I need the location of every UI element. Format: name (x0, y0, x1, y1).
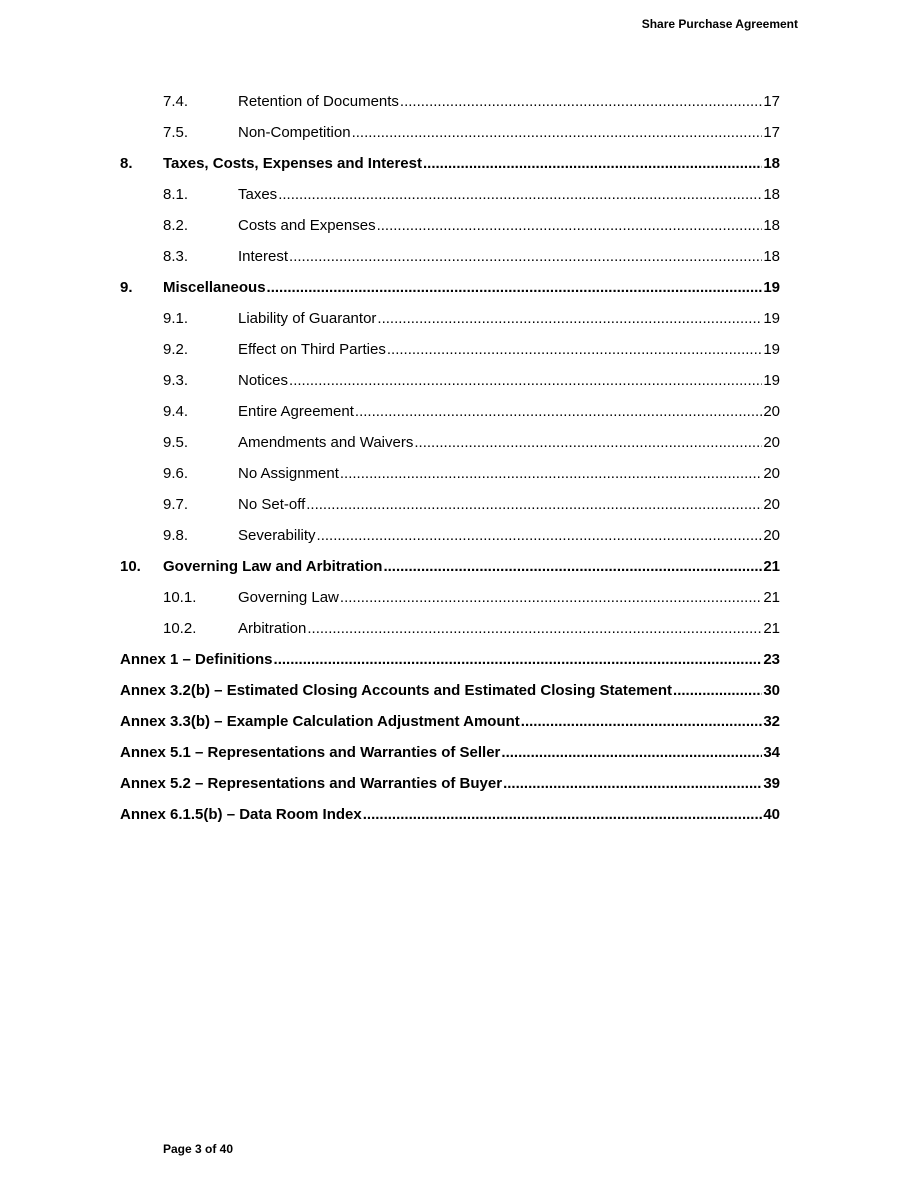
toc-entry-page: 18 (763, 217, 780, 234)
dot-leader (340, 582, 762, 613)
toc-entry-title: No Assignment (238, 465, 339, 482)
toc-entry-title: Arbitration (238, 620, 307, 637)
dot-leader (377, 210, 763, 241)
toc-entry-number: 9.6. (163, 465, 189, 482)
dot-leader (423, 148, 762, 179)
toc-entry-title: Non-Competition (238, 124, 351, 141)
toc-entry-title: No Set-off (238, 496, 306, 513)
toc-entry-number: 8.2. (163, 217, 189, 234)
toc-entry-9-8[interactable] (120, 520, 780, 551)
toc-entry-9-7[interactable] (120, 489, 780, 520)
dot-leader (317, 520, 763, 551)
toc-entry-9[interactable] (120, 272, 780, 303)
toc-entry-number: 8.1. (163, 186, 189, 203)
dot-leader (278, 179, 762, 210)
toc-entry-title: Annex 3.3(b) – Example Calculation Adjustment Amount (120, 713, 520, 730)
table-of-contents (120, 86, 780, 830)
dot-leader (340, 458, 762, 489)
toc-entry-number: 9.4. (163, 403, 189, 420)
toc-entry-title: Entire Agreement (238, 403, 354, 420)
toc-entry-page: 21 (763, 589, 780, 606)
toc-entry-page: 32 (763, 713, 780, 730)
toc-entry-9-1[interactable] (120, 303, 780, 334)
toc-entry-number: 10.1. (163, 589, 197, 606)
toc-entry-page: 20 (763, 434, 780, 451)
dot-leader (352, 117, 763, 148)
dot-leader (355, 396, 762, 427)
dot-leader (387, 334, 762, 365)
toc-entry-page: 17 (763, 93, 780, 110)
toc-entry-page: 19 (763, 279, 780, 296)
toc-entry-title: Liability of Guarantor (238, 310, 377, 327)
dot-leader (267, 272, 763, 303)
toc-entry-title: Notices (238, 372, 289, 389)
toc-entry-title: Annex 3.2(b) – Estimated Closing Accounts and Estimated Closing Statement (120, 682, 673, 699)
toc-entry-page: 30 (763, 682, 780, 699)
toc-entry-9-3[interactable] (120, 365, 780, 396)
toc-entry-page: 17 (763, 124, 780, 141)
toc-entry-number: 8. (120, 155, 133, 172)
toc-entry-page: 21 (763, 620, 780, 637)
toc-entry-annex-1[interactable] (120, 644, 780, 675)
toc-entry-number: 9.7. (163, 496, 189, 513)
toc-entry-page: 40 (763, 806, 780, 823)
toc-entry-8-1[interactable] (120, 179, 780, 210)
toc-entry-page: 23 (763, 651, 780, 668)
toc-entry-number: 9. (120, 279, 133, 296)
toc-entry-title: Interest (238, 248, 289, 265)
dot-leader (306, 489, 762, 520)
toc-entry-8-2[interactable] (120, 210, 780, 241)
toc-entry-8-3[interactable] (120, 241, 780, 272)
toc-entry-page: 19 (763, 341, 780, 358)
toc-entry-10[interactable] (120, 551, 780, 582)
dot-leader (307, 613, 762, 644)
toc-entry-title: Annex 5.1 – Representations and Warranties of Seller (120, 744, 501, 761)
dot-leader (673, 675, 762, 706)
toc-entry-title: Annex 5.2 – Representations and Warranties of Buyer (120, 775, 503, 792)
toc-entry-page: 20 (763, 465, 780, 482)
toc-entry-number: 9.2. (163, 341, 189, 358)
toc-entry-title: Miscellaneous (163, 279, 266, 296)
toc-entry-title: Governing Law (238, 589, 339, 606)
toc-entry-page: 39 (763, 775, 780, 792)
toc-entry-9-6[interactable] (120, 458, 780, 489)
toc-entry-page: 18 (763, 248, 780, 265)
toc-entry-title: Taxes, Costs, Expenses and Interest (163, 155, 422, 172)
dot-leader (501, 737, 762, 768)
toc-entry-page: 19 (763, 310, 780, 327)
toc-entry-9-4[interactable] (120, 396, 780, 427)
dot-leader (289, 365, 762, 396)
toc-entry-9-2[interactable] (120, 334, 780, 365)
dot-leader (274, 644, 763, 675)
toc-entry-title: Amendments and Waivers (238, 434, 414, 451)
toc-entry-number: 10.2. (163, 620, 197, 637)
toc-entry-9-5[interactable] (120, 427, 780, 458)
toc-entry-page: 18 (763, 186, 780, 203)
toc-entry-number: 7.5. (163, 124, 189, 141)
dot-leader (377, 303, 762, 334)
toc-entry-page: 34 (763, 744, 780, 761)
toc-entry-page: 18 (763, 155, 780, 172)
page-number-footer: Page 3 of 40 (163, 1142, 234, 1156)
toc-entry-7-4[interactable] (120, 86, 780, 117)
toc-entry-annex-5-2[interactable] (120, 768, 780, 799)
toc-entry-number: 9.3. (163, 372, 189, 389)
toc-entry-annex-3-2-b[interactable] (120, 675, 780, 706)
toc-entry-page: 19 (763, 372, 780, 389)
toc-entry-number: 10. (120, 558, 141, 575)
toc-entry-title: Governing Law and Arbitration (163, 558, 383, 575)
dot-leader (400, 86, 762, 117)
toc-entry-page: 20 (763, 496, 780, 513)
dot-leader (521, 706, 763, 737)
toc-entry-number: 9.8. (163, 527, 189, 544)
toc-entry-10-1[interactable] (120, 582, 780, 613)
toc-entry-page: 20 (763, 527, 780, 544)
toc-entry-page: 21 (763, 558, 780, 575)
toc-entry-annex-5-1[interactable] (120, 737, 780, 768)
dot-leader (383, 551, 762, 582)
toc-entry-title: Annex 1 – Definitions (120, 651, 273, 668)
toc-entry-7-5[interactable] (120, 117, 780, 148)
toc-entry-number: 8.3. (163, 248, 189, 265)
toc-entry-title: Effect on Third Parties (238, 341, 386, 358)
dot-leader (503, 768, 762, 799)
toc-entry-number: 9.5. (163, 434, 189, 451)
toc-entry-8[interactable] (120, 148, 780, 179)
toc-entry-title: Annex 6.1.5(b) – Data Room Index (120, 806, 362, 823)
toc-entry-title: Severability (238, 527, 316, 544)
dot-leader (363, 799, 763, 830)
toc-entry-annex-3-3-b[interactable] (120, 706, 780, 737)
toc-entry-page: 20 (763, 403, 780, 420)
document-header-title: Share Purchase Agreement (641, 17, 798, 31)
toc-entry-10-2[interactable] (120, 613, 780, 644)
toc-entry-number: 9.1. (163, 310, 189, 327)
toc-entry-annex-6-1-5-b[interactable] (120, 799, 780, 830)
dot-leader (414, 427, 762, 458)
toc-entry-title: Taxes (238, 186, 278, 203)
toc-entry-title: Costs and Expenses (238, 217, 376, 234)
toc-entry-title: Retention of Documents (238, 93, 399, 110)
dot-leader (289, 241, 762, 272)
toc-entry-number: 7.4. (163, 93, 189, 110)
